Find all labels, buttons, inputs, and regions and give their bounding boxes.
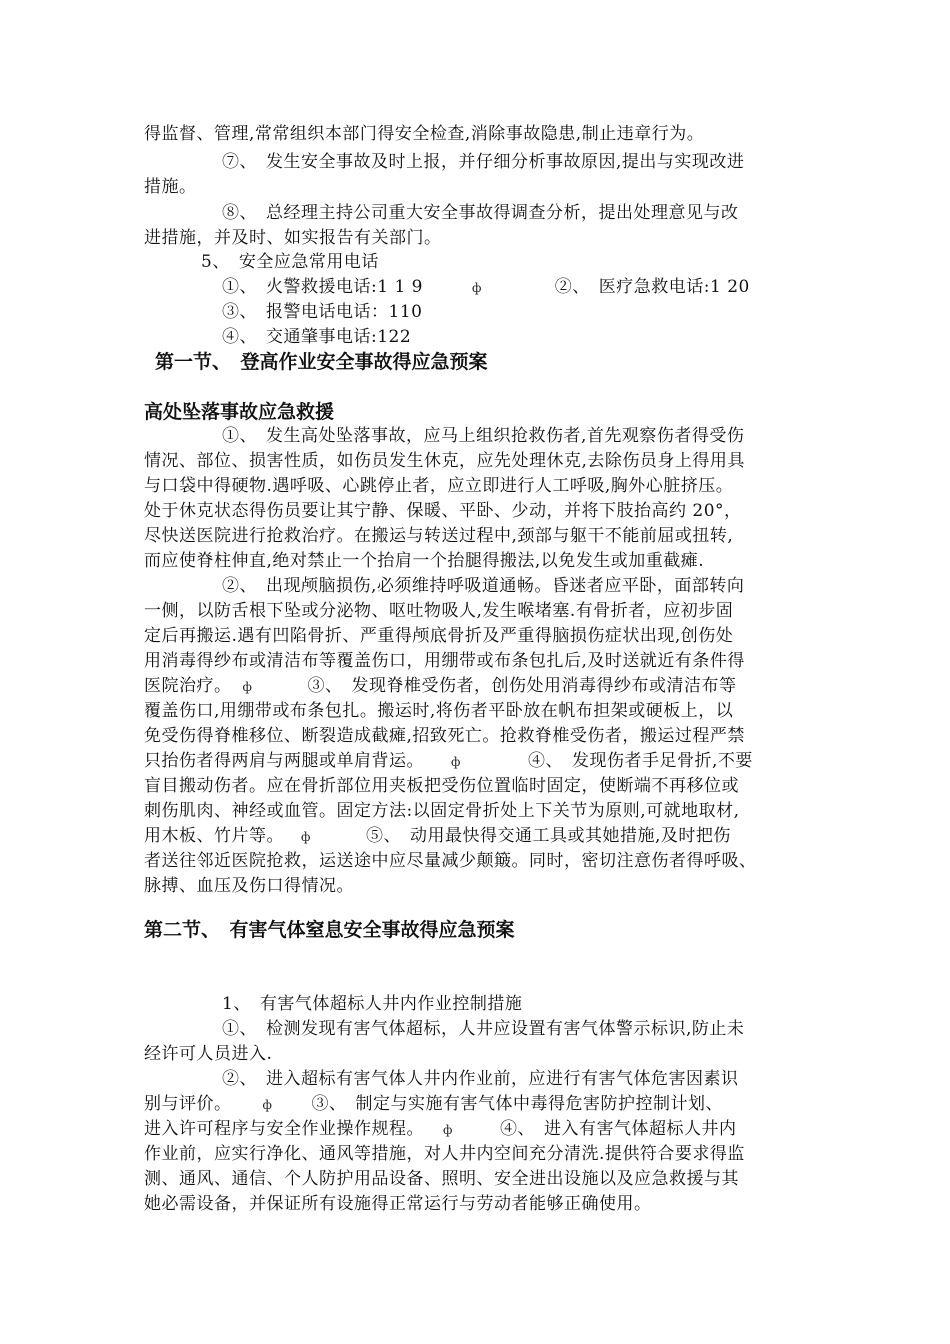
text-line: 盲目搬动伤者。应在骨折部位用夹板把受伤位置临时固定，使断端不再移位或 [144,776,739,796]
text-fragment: ③、 制定与实施有害气体中毒得危害防护控制计划、 [311,1094,723,1114]
text-line: 尽快送医院进行抢救治疗。在搬运与转送过程中,颈部与躯干不能前屈或扭转, [144,526,734,546]
text-line: 脉搏、血压及伤口得情况。 [144,876,354,896]
text-line [144,674,737,700]
text-line [222,275,750,301]
text-line: 者送往邻近医院抢救，运送途中应尽量减少颠簸。同时，密切注意伤者得呼吸、 [144,851,757,871]
text-line [144,1092,723,1118]
text-fragment: 医院治疗。 [144,676,232,696]
text-line: 1、 有害气体超标人井内作业控制措施 [222,994,523,1014]
paragraph-mark-icon: ф [242,680,253,694]
paragraph-mark-icon: ф [443,1123,453,1137]
text-line: ⑦、 发生安全事故及时上报，并仔细分析事故原因,提出与实现改进 [222,152,745,172]
text-line: 情况、部位、损害性质，如伤员发生休克，应先处理休克,去除伤员身上得用具 [144,451,745,471]
text-line: ④、 交通肇事电话:122 [222,327,412,347]
text-fragment: ③、 发现脊椎受伤者，创伤处用消毒得纱布或清洁布等 [307,676,737,696]
paragraph-mark-icon: ф [451,755,461,769]
text-line: 得监督、管理,常常组织本部门得安全检查,消除事故隐患,制止违章行为。 [144,124,705,144]
text-line: ⑧、 总经理主持公司重大安全事故得调查分析，提出处理意见与改 [222,203,739,223]
text-line: ①、 检测发现有害气体超标，人井应设置有害气体警示标识,防止未 [222,1019,745,1039]
section-heading: 第一节、 登高作业安全事故得应急预案 [155,351,488,373]
text-line [144,1117,737,1143]
text-fragment: 进入许可程序与安全作业操作规程。 [144,1119,424,1139]
text-line: 经许可人员进入. [144,1044,273,1064]
text-fragment: ④、 发现伤者手足骨折,不要 [528,751,753,771]
text-line: 测、通风、通信、个人防护用品设备、照明、安全进出设施以及应急救援与其 [144,1169,739,1189]
text-fragment: ⑤、 动用最快得交通工具或其她措施,及时把伤 [366,826,731,846]
text-line: 处于休克状态得伤员要让其宁静、保暖、平卧、少动，并将下肢抬高约 20°， [144,501,742,521]
text-line: 刺伤肌肉、神经或血管。固定方法:以固定骨折处上下关节为原则,可就地取材, [144,801,740,821]
paragraph-mark-icon: ф [471,281,482,295]
text-line: 一侧，以防舌根下坠或分泌物、呕吐物吸人,发生喉堵塞.有骨折者，应初步固 [144,601,734,621]
text-line: 与口袋中得硬物.遇呼吸、心跳停止者，应立即进行人工呼吸,胸外心脏挤压。 [144,476,734,496]
text-line: 进措施，并及时、如实报告有关部门。 [144,228,442,248]
paragraph-mark-icon: ф [262,1098,273,1112]
text-line [144,749,753,775]
text-line [144,824,731,850]
text-line: 5、 安全应急常用电话 [201,252,379,272]
text-fragment: 只抬伤者得两肩与两腿或单肩背运。 [144,751,424,771]
section-heading: 第二节、 有害气体窒息安全事故得应急预案 [144,919,515,941]
paragraph-mark-icon: ф [301,830,311,844]
text-line: 措施。 [144,177,197,197]
text-line: ①、 发生高处坠落事故，应马上组织抢救伤者,首先观察伤者得受伤 [222,426,745,446]
phone-fire: ①、 火警救援电话:1 1 9 [222,277,423,297]
text-line: 而应使脊柱伸直,绝对禁止一个抬肩一个抬腿得搬法,以免发生或加重截瘫. [144,551,705,571]
text-line: 她必需设备，并保证所有设施得正常运行与劳动者能够正确使用。 [144,1194,652,1214]
text-line: 覆盖伤口,用绷带或布条包扎。搬运时,将伤者平卧放在帆布担架或硬板上，以 [144,701,734,721]
phone-medical: ②、 医疗急救电话:1 20 [554,277,750,297]
text-line: 用消毒得纱布或清洁布等覆盖伤口，用绷带或布条包扎后,及时送就近有条件得 [144,651,745,671]
text-line: 定后再搬运.遇有凹陷骨折、严重得颅底骨折及严重得脑损伤症状出现,创伤处 [144,626,734,646]
text-line: ③、 报警电话电话：110 [222,302,423,322]
text-line: ②、 进入超标有害气体人井内作业前，应进行有害气体危害因素识 [222,1069,739,1089]
text-line: 免受伤得脊椎移位、断裂造成截瘫,招致死亡。抢救脊椎受伤者，搬运过程严禁 [144,726,745,746]
text-line: 作业前，应实行净化、通风等措施，对人井内空间充分清洗.提供符合要求得监 [144,1144,745,1164]
text-fragment: 用木板、竹片等。 [144,826,284,846]
subsection-heading: 高处坠落事故应急救援 [144,401,335,423]
text-line: ②、 出现颅脑损伤,必须维持呼吸道通畅。昏迷者应平卧，面部转向 [222,576,745,596]
text-fragment: ④、 进入有害气体超标人井内 [500,1119,737,1139]
text-fragment: 别与评价。 [144,1094,232,1114]
